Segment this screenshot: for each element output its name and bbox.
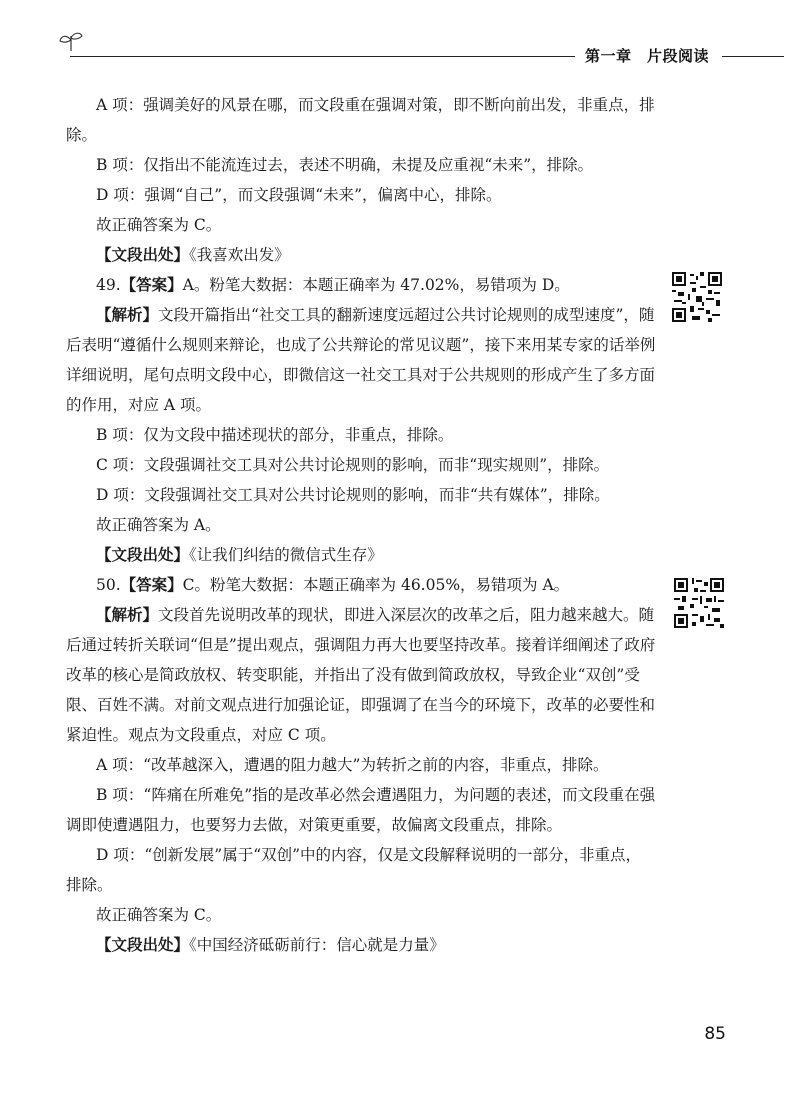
qr-code-icon[interactable] xyxy=(672,272,722,322)
answer-label: 【答案】 xyxy=(120,276,183,294)
analysis-paragraph xyxy=(66,600,656,750)
answer-text: C。粉笔大数据：本题正确率为 46.05%，易错项为 A。 xyxy=(182,576,570,594)
source-text: 《中国经济砥砺前行：信心就是力量》 xyxy=(189,936,445,954)
paragraph: A 项：强调美好的风景在哪，而文段重在强调对策，即不断向前出发，非重点，排除。 xyxy=(66,96,655,144)
paragraph: B 项：“阵痛在所难免”指的是改革必然会遭遇阻力，为问题的表述，而文段重在强调即使遭遇阻力，也要努力去做，对策更重要，故偏离文段重点，排除。 xyxy=(66,786,656,834)
answer-body xyxy=(66,90,656,960)
analysis-text: 文段首先说明改革的现状，即进入深层次的改革之后，阻力越来越大。随后通过转折关联词“但是”提出观点，强调阻力再大也要坚持改革。接着详细阐述了政府改革的核心是简政放权、转变职能，并指出了没有做到简政放权，导致企业“双创”受限、百姓不满。对前文观点进行加强论证，即强调了在当今的环境下，改革的必要性和紧迫性。观点为文段重点，对应 C 项。 xyxy=(66,606,656,744)
page-number: 85 xyxy=(704,1024,726,1044)
chapter-title: 第一章 片段阅读 xyxy=(585,47,710,65)
paragraph: D 项：文段强调社交工具对公共讨论规则的影响，而非“共有媒体”，排除。 xyxy=(96,486,610,504)
paragraph: 故正确答案为 A。 xyxy=(96,516,221,534)
paragraph: D 项：强调“自己”，而文段强调“未来”，偏离中心，排除。 xyxy=(96,186,502,204)
leaf-icon xyxy=(58,30,84,52)
header-rule-right xyxy=(722,56,784,57)
source-paragraph xyxy=(66,540,656,570)
source-label: 【文段出处】 xyxy=(96,546,190,564)
analysis-label: 【解析】 xyxy=(96,606,159,624)
answer-paragraph xyxy=(66,270,656,300)
source-paragraph xyxy=(66,240,656,270)
source-label: 【文段出处】 xyxy=(96,246,190,264)
question-number: 50. xyxy=(96,576,121,594)
source-label: 【文段出处】 xyxy=(96,936,190,954)
page-header xyxy=(0,0,800,65)
source-text: 《我喜欢出发》 xyxy=(189,246,290,264)
paragraph: 故正确答案为 C。 xyxy=(96,906,222,924)
paragraph: B 项：仅为文段中描述现状的部分，非重点，排除。 xyxy=(96,426,454,444)
analysis-paragraph xyxy=(66,300,656,420)
answer-text: A。粉笔大数据：本题正确率为 47.02%，易错项为 D。 xyxy=(182,276,570,294)
answer-label: 【答案】 xyxy=(120,576,183,594)
question-number: 49. xyxy=(96,276,121,294)
source-paragraph xyxy=(66,930,656,960)
analysis-text: 文段开篇指出“社交工具的翻新速度远超过公共讨论规则的成型速度”，随后表明“遵循什么规则来辩论，也成了公共辩论的常见议题”，接下来用某专家的话举例详细说明，尾句点明文段中心，即微信这一社交工具对于公共规则的形成产生了多方面的作用，对应 A 项。 xyxy=(66,306,656,414)
source-text: 《让我们纠结的微信式生存》 xyxy=(189,546,383,564)
analysis-label: 【解析】 xyxy=(96,306,159,324)
paragraph: C 项：文段强调社交工具对公共讨论规则的影响，而非“现实规则”，排除。 xyxy=(96,456,610,474)
answer-paragraph xyxy=(66,570,656,600)
paragraph: D 项：“创新发展”属于“双创”中的内容，仅是文段解释说明的一部分，非重点，排除。 xyxy=(66,846,642,894)
qr-code-icon[interactable] xyxy=(674,578,724,628)
header-rule-left xyxy=(70,56,575,57)
paragraph: 故正确答案为 C。 xyxy=(96,216,222,234)
paragraph: B 项：仅指出不能流连过去，表述不明确，未提及应重视“未来”，排除。 xyxy=(96,156,594,174)
paragraph: A 项：“改革越深入，遭遇的阻力越大”为转折之前的内容，非重点，排除。 xyxy=(96,756,609,774)
